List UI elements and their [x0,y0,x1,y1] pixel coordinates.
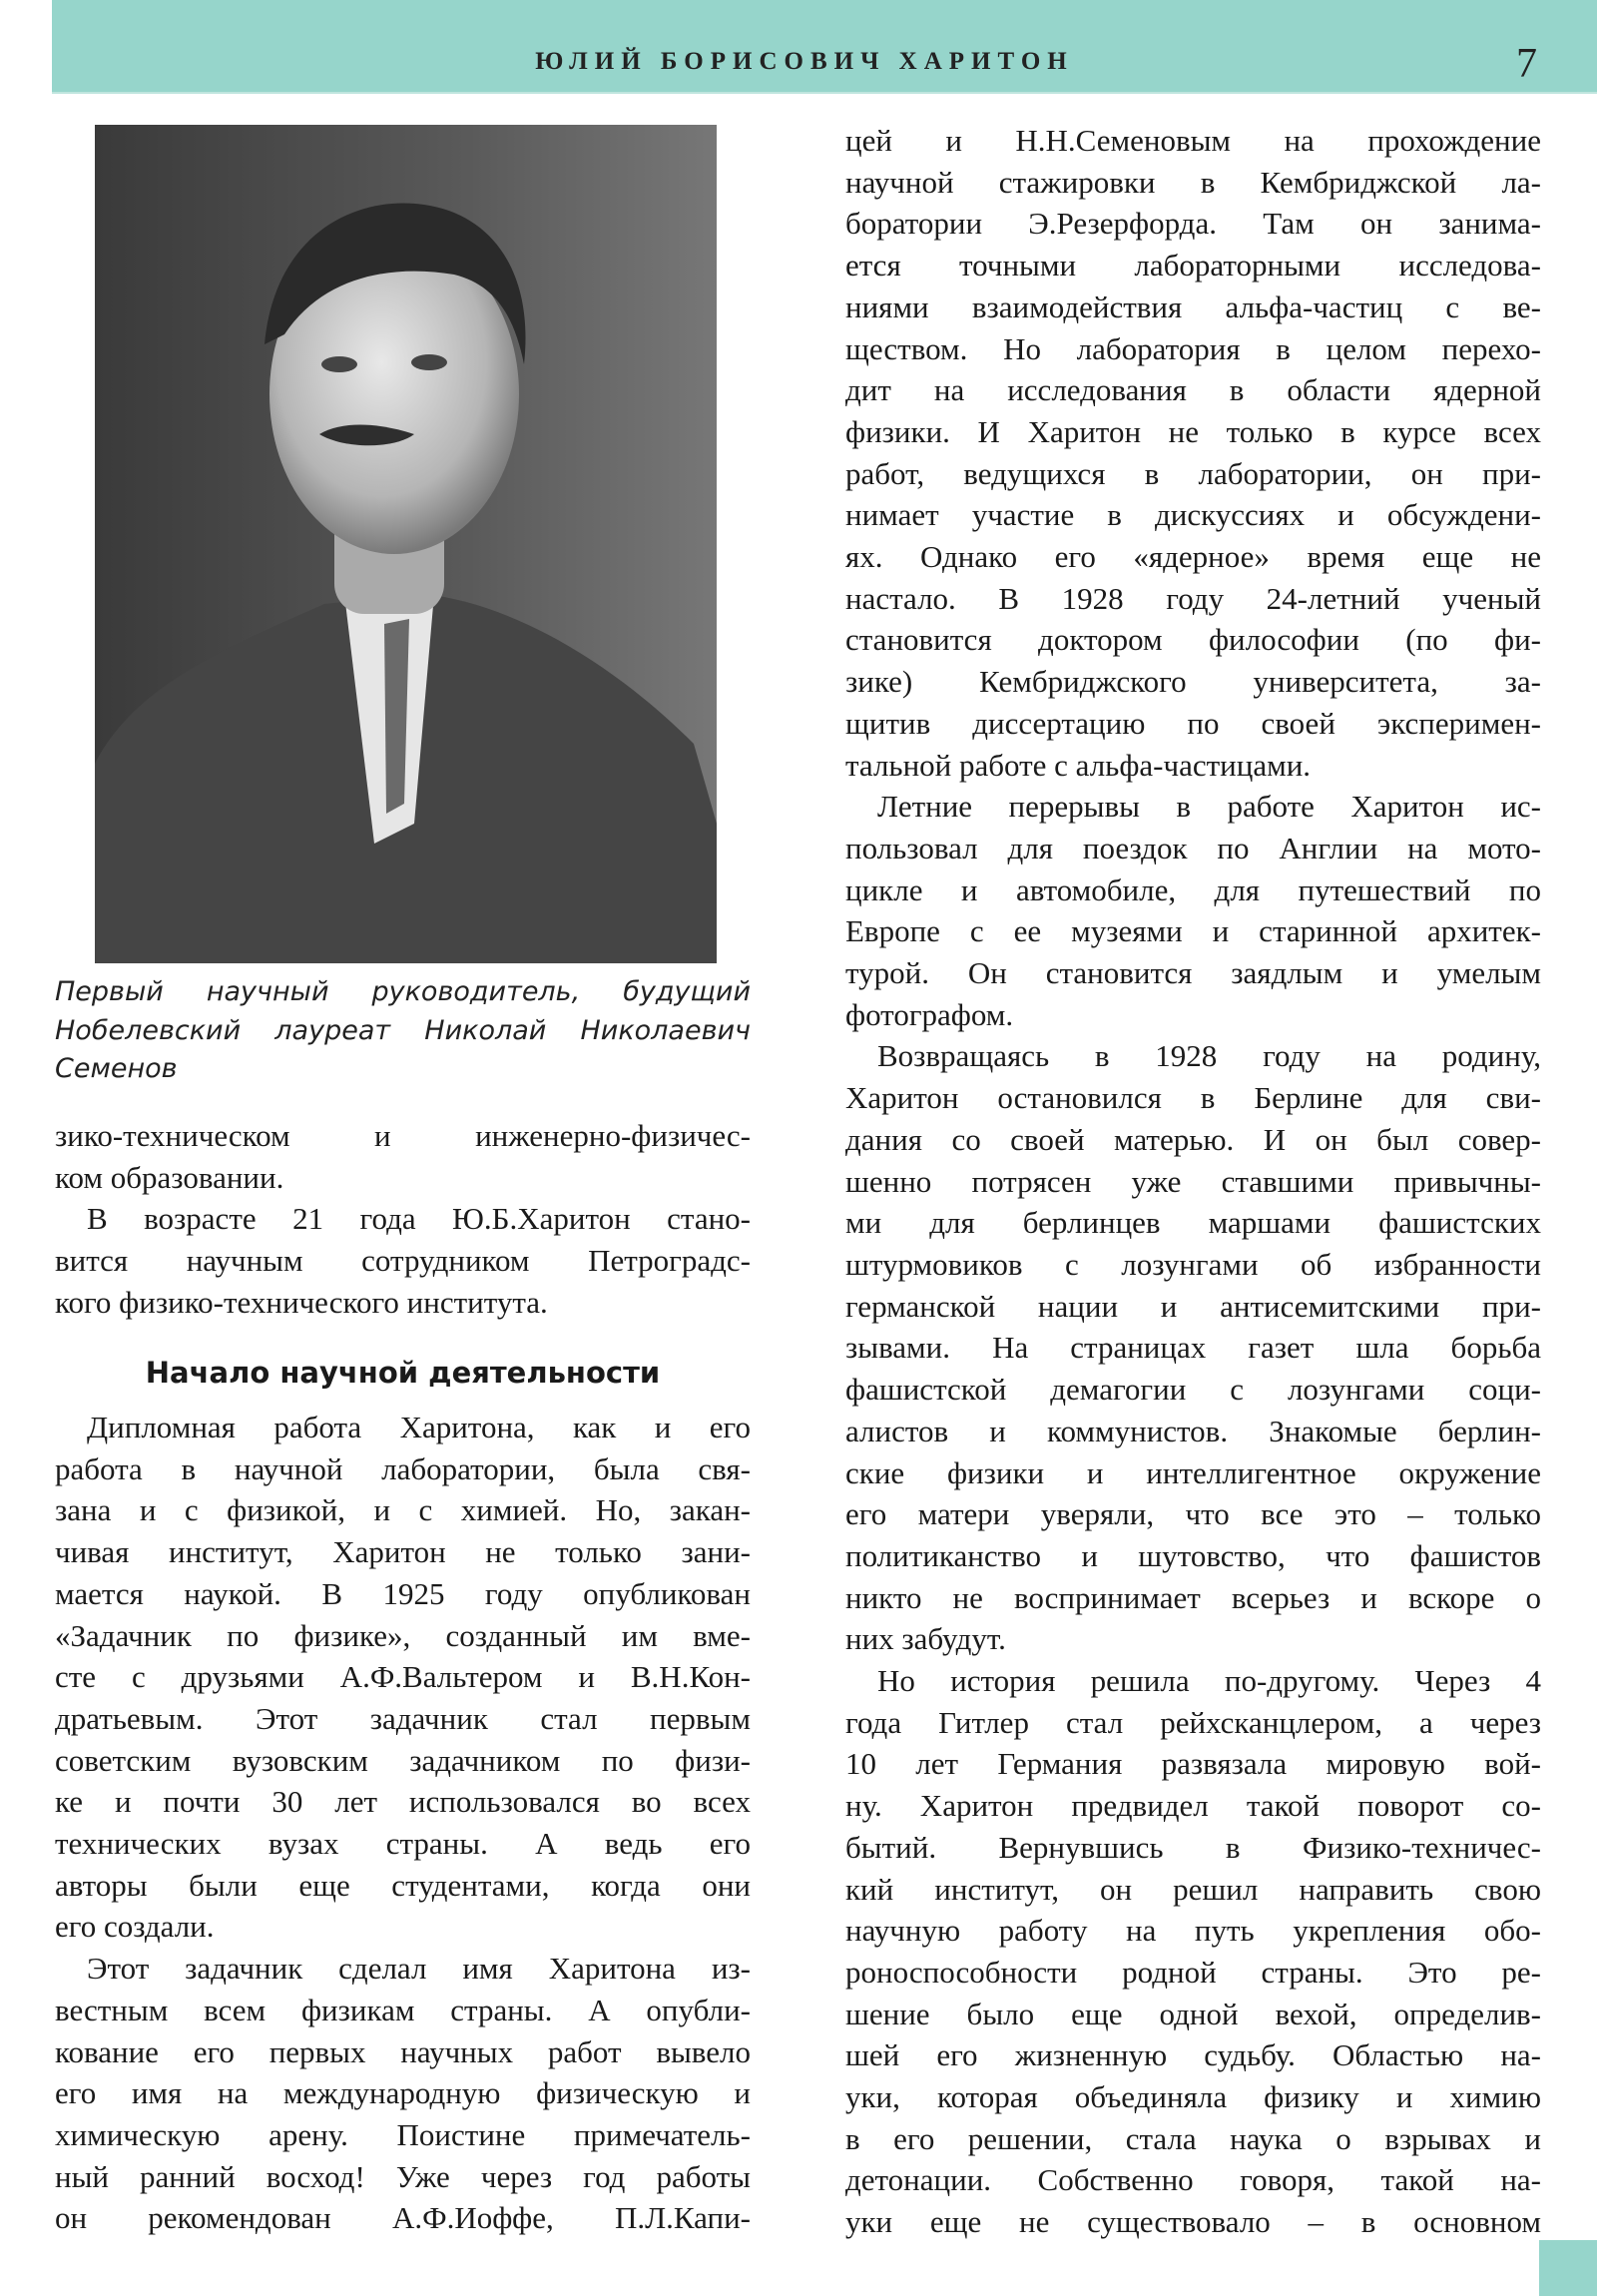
text-line: уки, которая объединяла физику и химию [845,2079,1541,2115]
text-line: роноспособности родной страны. Это ре- [845,1954,1541,1990]
text-line: цикле и автомобиле, для путешествий по [845,871,1541,907]
text-line: вестным всем физикам страны. А опубли- [55,1992,751,2027]
text-line: зана и с физикой, и с химией. Но, закан- [55,1492,751,1528]
text-line: Возвращаясь в 1928 году на родину, [877,1038,1541,1074]
text-line: фашистской демагогии с лозунгами соци- [845,1372,1541,1408]
right-column [845,120,1541,2243]
text-line: алистов и коммунистов. Знакомые берлин- [845,1413,1541,1448]
text-line: ну. Харитон предвидел такой поворот со- [845,1788,1541,1824]
text-line: он рекомендован А.Ф.Иоффе, П.Л.Капи- [55,2200,751,2236]
header-band [52,0,1597,94]
text-line: в его решении, стала наука о взрывах и [845,2120,1541,2156]
text-line: его имя на международную физическую и [55,2075,751,2111]
text-line: сте с друзьями А.Ф.Вальтером и В.Н.Кон- [55,1659,751,1695]
text-line: ется точными лабораторными исследова- [845,248,1541,284]
caption-line: Нобелевский лауреат Николай Николаевич [55,1014,751,1046]
text-line: штурмовиков с лозунгами об избранности [845,1246,1541,1282]
text-line: ке и почти 30 лет использовался во всех [55,1784,751,1820]
text-line: «Задачник по физике», созданный им вме- [55,1617,751,1653]
caption-line: Семенов [55,1053,178,1084]
text-line: ниями взаимодействия альфа-частиц с ве- [845,288,1541,324]
text-line: Харитон остановился в Берлине для сви- [845,1080,1541,1116]
text-line: научную работу на путь укрепления обо- [845,1913,1541,1949]
text-line: становится доктором философии (по фи- [845,622,1541,658]
text-line: В возрасте 21 года Ю.Б.Харитон стано- [87,1201,751,1237]
photo-caption [55,973,751,1089]
text-line: года Гитлер стал рейхсканцлером, а через [845,1704,1541,1740]
text-line: ный ранний восход! Уже через год работы [55,2158,751,2194]
left-column-top [55,1115,751,1324]
text-line: дит на исследования в области ядерной [845,372,1541,408]
page-number: 7 [1516,41,1537,87]
caption-line: Первый научный руководитель, будущий [55,976,751,1007]
text-line: бытий. Вернувшись в Физико-техничес- [845,1829,1541,1865]
text-line: германской нации и антисемитскими при- [845,1288,1541,1324]
text-line: работа в научной лаборатории, была свя- [55,1450,751,1486]
running-title: ЮЛИЙ БОРИСОВИЧ ХАРИТОН [535,48,1074,75]
text-line: зико-техническом и инженерно-физичес- [55,1118,751,1153]
left-column-bottom [55,1407,751,2239]
text-line: настало. В 1928 году 24-летний ученый [845,580,1541,616]
text-line: научной стажировки в Кембриджской ла- [845,164,1541,200]
text-line: ком образовании. [55,1159,284,1195]
text-line: дратьевым. Этот задачник стал первым [55,1700,751,1736]
text-line: Дипломная работа Харитона, как и его [87,1410,751,1444]
text-line: пользовал для поездок по Англии на мото- [845,830,1541,865]
text-line: них забудут. [845,1621,1006,1657]
text-line: шей его жизненную судьбу. Областью на- [845,2037,1541,2073]
section-heading: Начало научной деятельности [145,1356,661,1390]
text-line: тальной работе с альфа-частицами. [845,747,1312,783]
text-line: кий институт, он решил направить свою [845,1871,1541,1907]
text-line: советским вузовским задачником по физи- [55,1742,751,1778]
text-line: технических вузах страны. А ведь его [55,1826,751,1862]
text-line: мается наукой. В 1925 году опубликован [55,1575,751,1611]
text-line: щитив диссертацию по своей эксперимен- [845,705,1541,741]
text-line: ществом. Но лаборатория в целом перехо- [845,330,1541,366]
text-line: зике) Кембриджского университета, за- [845,664,1541,700]
text-line: физики. И Харитон не только в курсе всех [845,413,1541,449]
text-line: чивая институт, Харитон не только зани- [55,1534,751,1570]
text-line: дания со своей матерью. И он был совер- [845,1121,1541,1157]
text-line: уки еще не существовало – в основном [845,2204,1541,2240]
text-line: работ, ведущихся в лаборатории, он при- [845,455,1541,491]
text-line: авторы были еще студентами, когда они [55,1867,751,1903]
text-line: боратории Э.Резерфорда. Там он занима- [845,206,1541,242]
text-line: Но история решила по-другому. Через 4 [877,1663,1541,1699]
text-line: его создали. [55,1909,215,1945]
text-line: ях. Однако его «ядерное» время еще не [845,539,1541,575]
text-line: Этот задачник сделал имя Харитона из- [87,1951,751,1987]
text-line: цей и Н.Н.Семеновым на прохождение [845,123,1541,158]
text-line: кование его первых научных работ вывело [55,2033,751,2069]
text-line: его матери уверяли, что все это – только [845,1496,1541,1532]
text-line: ми для берлинцев маршами фашистских [845,1205,1541,1241]
text-line: кого физико-технического института. [55,1284,548,1320]
text-line: ские физики и интеллигентное окружение [845,1454,1541,1490]
text-line: фотографом. [845,996,1014,1032]
text-line: нимает участие в дискуссиях и обсуждени- [845,497,1541,533]
text-line: зывами. На страницах газет шла борьба [845,1330,1541,1366]
portrait-photo [95,125,717,963]
text-line: Летние перерывы в работе Харитон ис- [877,789,1541,825]
corner-accent [1539,2240,1597,2296]
text-line: Европе с ее музеями и старинной архитек- [845,913,1541,949]
text-line: никто не воспринимает всерьез и вскоре о [845,1579,1541,1615]
text-line: турой. Он становится заядлым и умелым [845,955,1541,991]
text-line: детонации. Собственно говоря, такой на- [845,2162,1541,2198]
text-line: химическую арену. Поистине примечатель- [55,2116,751,2152]
text-line: политиканство и шутовство, что фашистов [845,1537,1541,1573]
text-line: шенно потрясен уже ставшими привычны- [845,1163,1541,1199]
text-line: вится научным сотрудником Петроградс- [55,1243,751,1279]
text-line: шение было еще одной вехой, определив- [845,1996,1541,2031]
text-line: 10 лет Германия развязала мировую вой- [845,1746,1541,1782]
